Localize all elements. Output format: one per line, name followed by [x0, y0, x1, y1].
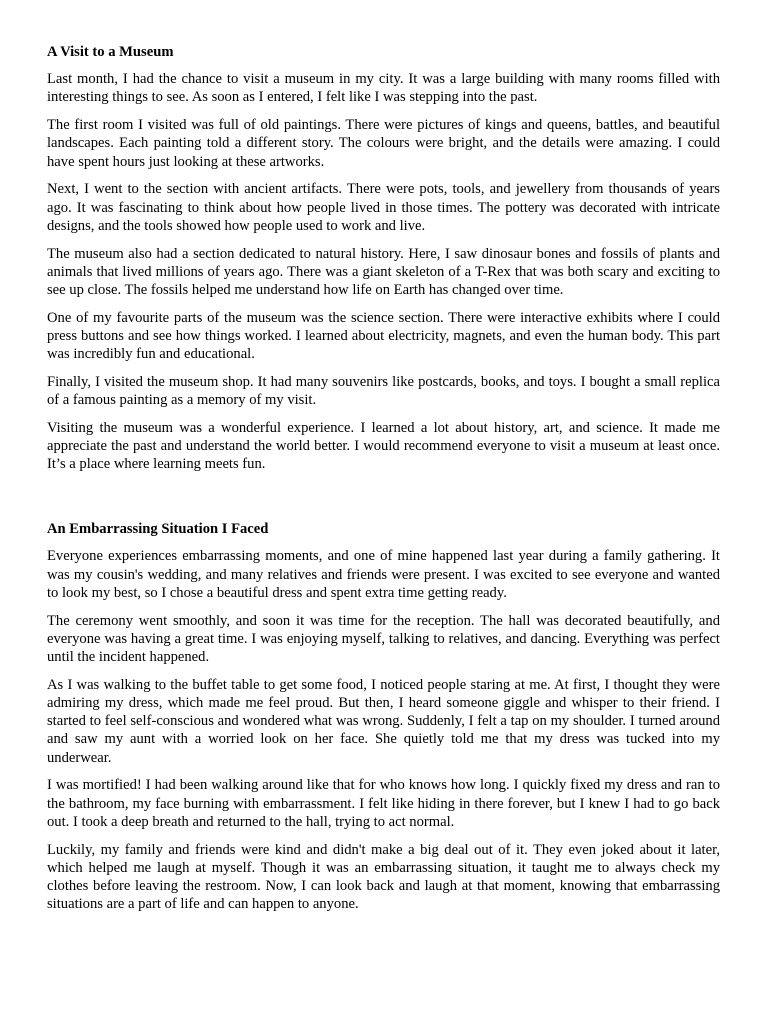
paragraph: Last month, I had the chance to visit a museum in my city. It was a large building with many rooms filled with interesting things to see. As soon as I entered, I felt like I was stepping into the past. [47, 71, 720, 106]
section-spacer [47, 483, 720, 520]
essay-title: An Embarrassing Situation I Faced [47, 521, 269, 538]
paragraph: Visiting the museum was a wonderful experience. I learned a lot about history, art, and science. It made me appreciate the past and understand the world better. I would recommend everyone to visit a museum at least once. It’s a place where learning meets fun. [47, 420, 720, 473]
essay-embarrassing-situation [47, 520, 720, 913]
essay-title: A Visit to a Museum [47, 44, 174, 60]
paragraph: Luckily, my family and friends were kind and didn't make a big deal out of it. They even joked about it later, which helped me laugh at myself. Though it was an embarrassing situation, it taught me to always check my clothes before leaving the restroom. Now, I can look back and laugh at that moment, knowing that embarrassing situations are a part of life and can happen to anyone. [47, 841, 720, 913]
paragraph: The museum also had a section dedicated to natural history. Here, I saw dinosaur bones and fossils of plants and animals that lived millions of years ago. There was a giant skeleton of a T-Rex that was both scary and exciting to see up close. The fossils helped me understand how life on Earth has changed over time. [47, 245, 720, 299]
essay-museum [47, 43, 720, 474]
paragraph: I was mortified! I had been walking around like that for who knows how long. I quickly fixed my dress and ran to the bathroom, my face burning with embarrassment. I felt like hiding in there forever, but I knew I had to go back out. I took a deep breath and returned to the hall, trying to act normal. [47, 777, 720, 830]
paragraph: The first room I visited was full of old paintings. There were pictures of kings and queens, battles, and beautiful landscapes. Each painting told a different story. The colours were bright, and the details were amazing. I could have spent hours just looking at these artworks. [47, 117, 720, 170]
paragraph: One of my favourite parts of the museum was the science section. There were interactive exhibits where I could press buttons and see how things worked. I learned about electricity, magnets, and even the human body. This part was incredibly fun and educational. [47, 309, 720, 363]
paragraph: Next, I went to the section with ancient artifacts. There were pots, tools, and jewellery from thousands of years ago. It was fascinating to think about how people lived in those times. The pottery was decorated with intricate designs, and the tools showed how people used to work and live. [47, 181, 720, 234]
document-page [47, 43, 720, 923]
paragraph: Everyone experiences embarrassing moments, and one of mine happened last year during a family gathering. It was my cousin's wedding, and many relatives and friends were present. I was excited to see everyone and wanted to look my best, so I chose a beautiful dress and spent extra time getting ready. [47, 548, 720, 601]
paragraph: As I was walking to the buffet table to get some food, I noticed people staring at me. At first, I thought they were admiring my dress, which made me feel proud. But then, I heard someone giggle and whisper to their friend. I started to feel self-conscious and wondered what was wrong. Suddenly, I felt a tap on my shoulder. I turned around and saw my aunt with a worried look on her face. She quietly told me that my dress was tucked into my underwear. [47, 676, 720, 766]
paragraph: The ceremony went smoothly, and soon it was time for the reception. The hall was decorated beautifully, and everyone was having a great time. I was enjoying myself, talking to relatives, and dancing. Everything was perfect until the incident happened. [47, 612, 720, 666]
paragraph: Finally, I visited the museum shop. It had many souvenirs like postcards, books, and toys. I bought a small replica of a famous painting as a memory of my visit. [47, 374, 720, 409]
